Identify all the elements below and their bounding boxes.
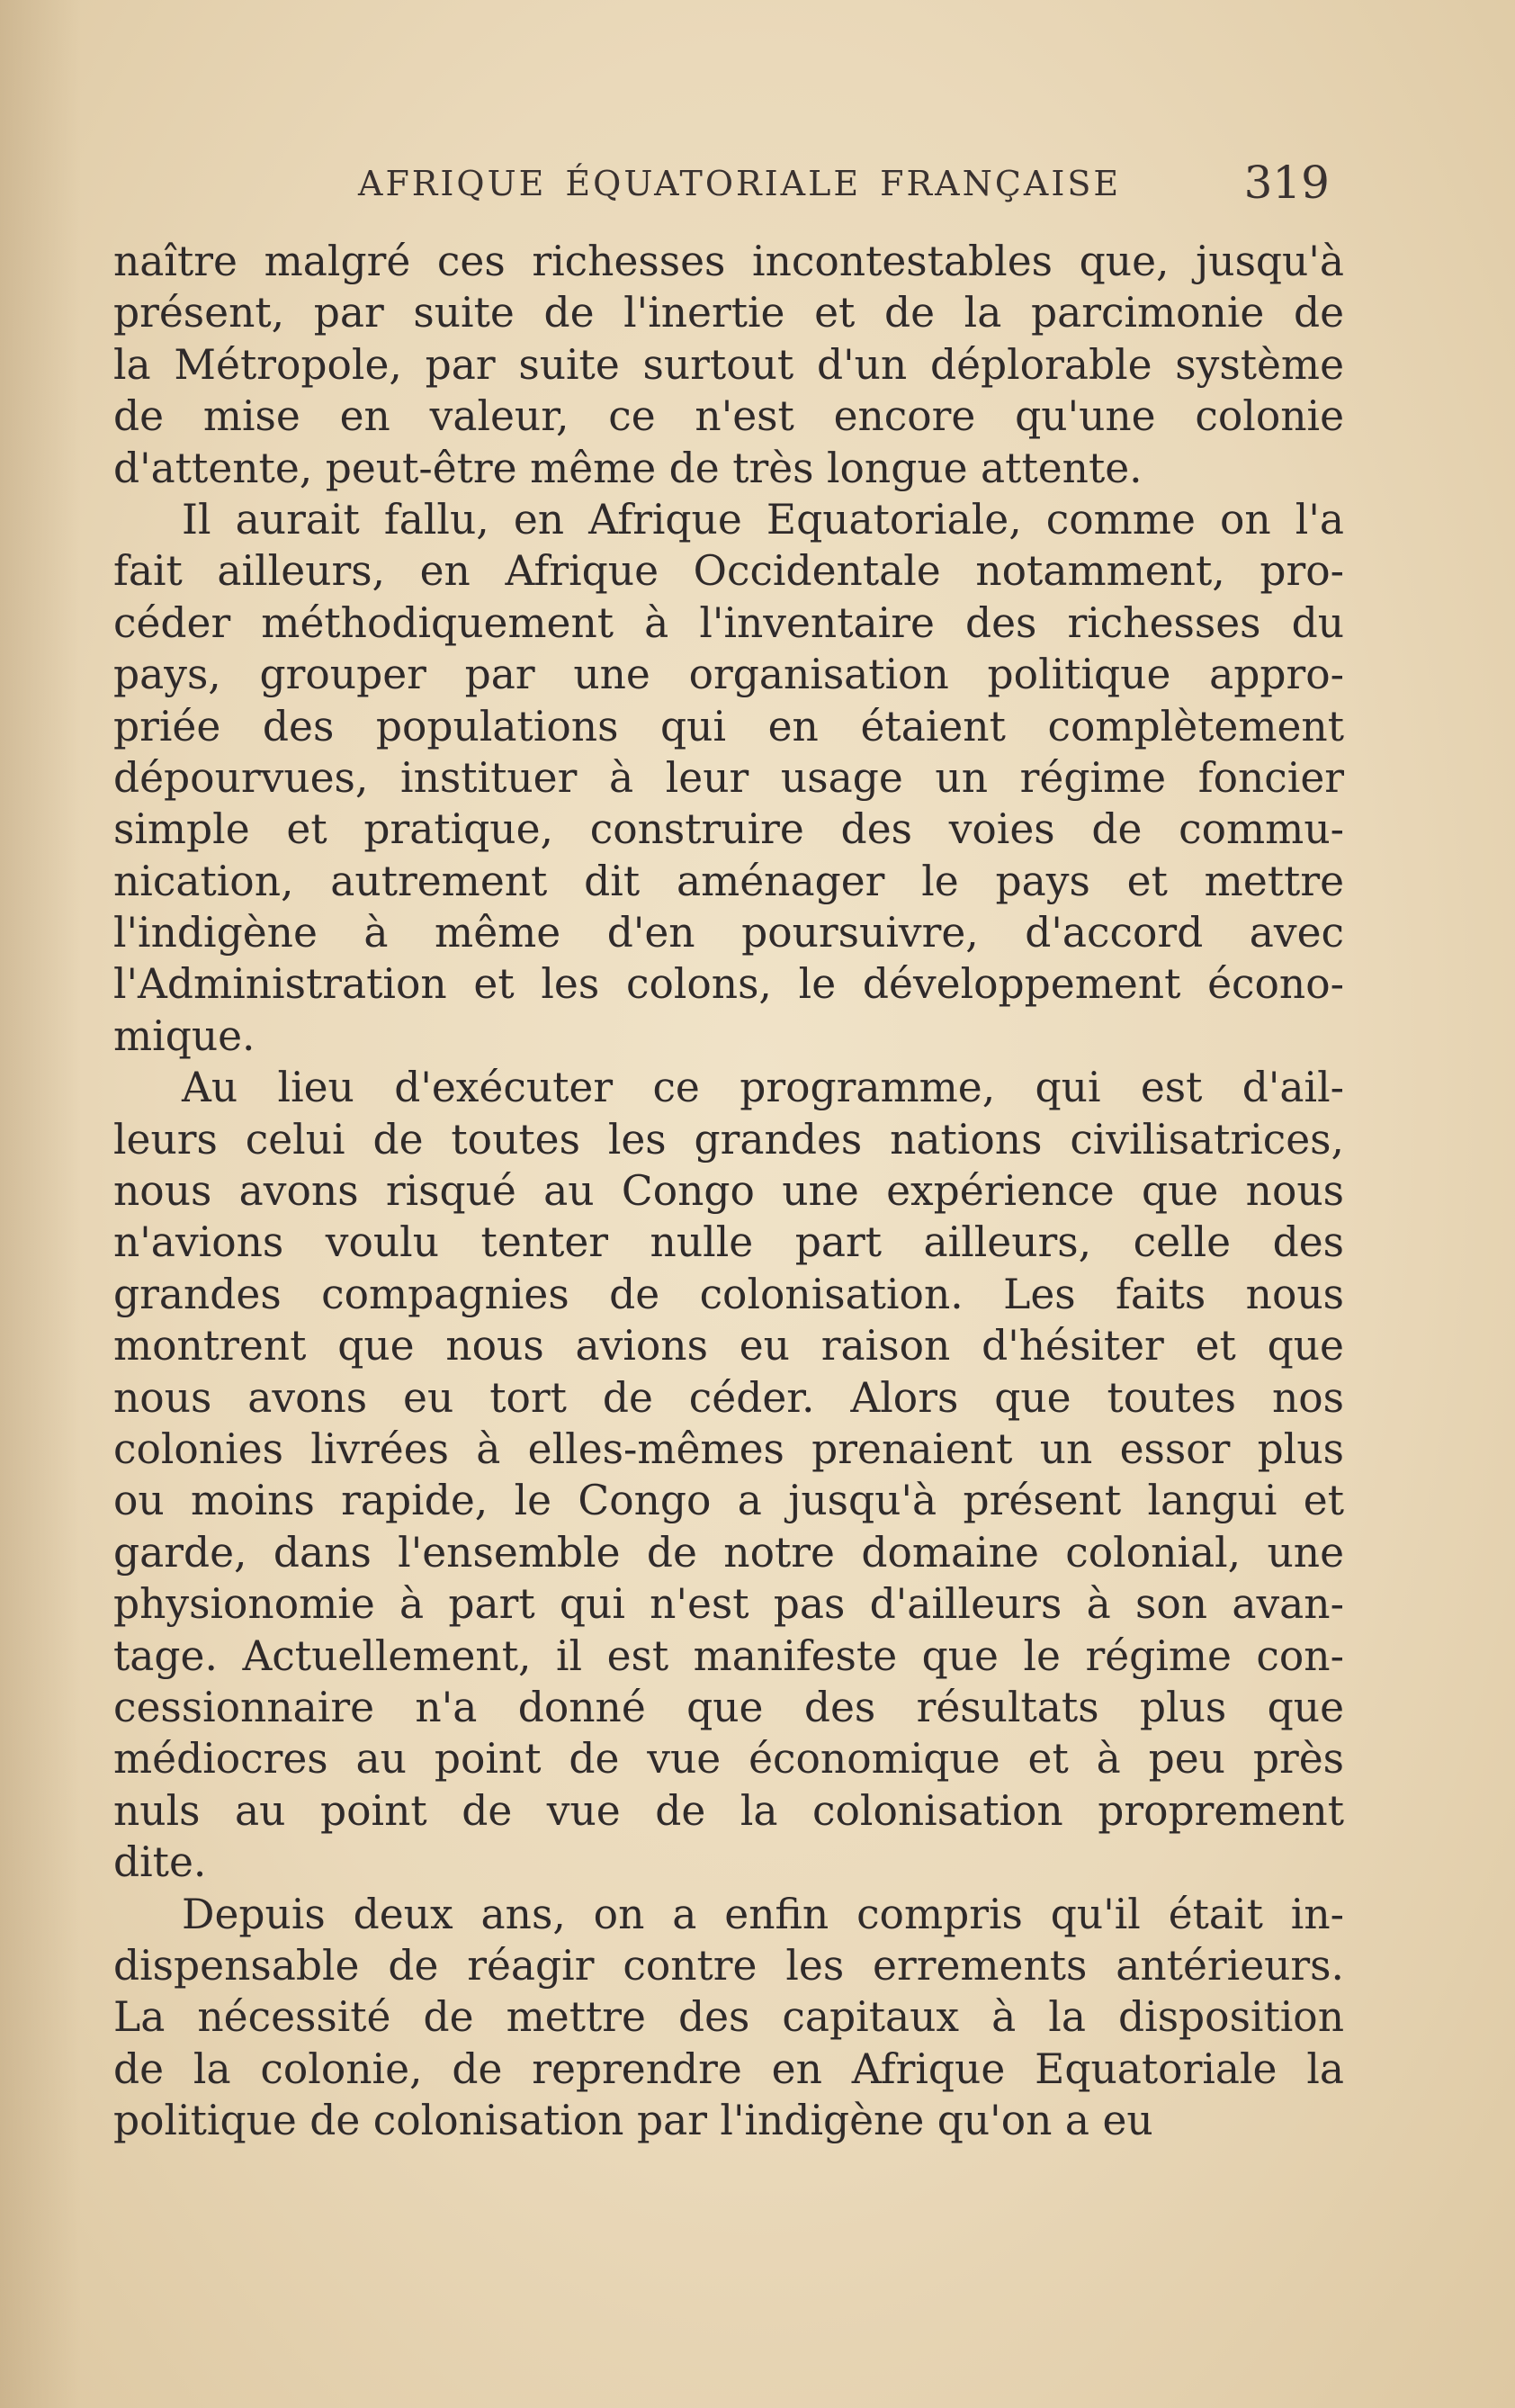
text-line: la Métropole, par suite surtout d'un déplorable système (113, 340, 1344, 389)
text-line: médiocres au point de vue économique et à peu près (113, 1735, 1344, 1784)
paragraph (113, 1889, 1344, 2147)
text-line: d'attente, peut-être même de très longue attente. (113, 444, 1143, 492)
text-line: politique de colonisation par l'indigène qu'on a eu (113, 2097, 1153, 2145)
text-line: nication, autrement dit aménager le pays et mettre (113, 857, 1344, 905)
text-line: nuls au point de vue de la colonisation proprement (113, 1786, 1344, 1835)
text-line: ou moins rapide, le Congo a jusqu'à présent langui et (113, 1477, 1344, 1525)
text-line: leurs celui de toutes les grandes nations civilisatrices, (113, 1115, 1344, 1164)
text-line: Au lieu d'exécuter ce programme, qui est d'ail- (182, 1064, 1344, 1112)
text-line: dite. (113, 1838, 207, 1887)
text-line: garde, dans l'ensemble de notre domaine colonial, une (113, 1528, 1344, 1577)
text-line: physionomie à part qui n'est pas d'ailleurs à son avan- (113, 1580, 1344, 1629)
paragraph (113, 236, 1344, 494)
text-line: l'Administration et les colons, le développement écono- (113, 960, 1344, 1009)
text-line: l'indigène à même d'en poursuivre, d'accord avec (113, 909, 1344, 957)
text-line: dépourvues, instituer à leur usage un régime foncier (113, 753, 1344, 802)
page-number: 319 (1243, 157, 1330, 209)
text-line: grandes compagnies de colonisation. Les faits nous (113, 1270, 1344, 1318)
text-line: mique. (113, 1011, 255, 1060)
text-line: La nécessité de mettre des capitaux à la disposition (113, 1993, 1344, 2042)
body-text (113, 236, 1344, 2146)
text-line: Il aurait fallu, en Afrique Equatoriale, comme on l'a (182, 495, 1344, 544)
text-line: cessionnaire n'a donné que des résultats plus que (113, 1683, 1344, 1731)
text-line: nous avons risqué au Congo une expérience que nous (113, 1167, 1344, 1216)
text-line: naître malgré ces richesses incontestables que, jusqu'à (113, 238, 1344, 285)
paragraph (113, 1062, 1344, 1888)
text-line: priée des populations qui en étaient complètement (113, 702, 1344, 750)
running-title: AFRIQUE ÉQUATORIALE FRANÇAISE (358, 164, 1122, 203)
page-header (115, 155, 1330, 218)
text-line: céder méthodiquement à l'inventaire des richesses du (113, 598, 1344, 647)
text-line: fait ailleurs, en Afrique Occidentale notamment, pro- (113, 547, 1344, 596)
text-line: montrent que nous avions eu raison d'hésiter et que (113, 1322, 1344, 1370)
text-line: de mise en valeur, ce n'est encore qu'une colonie (113, 392, 1344, 441)
text-line: Depuis deux ans, on a enfin compris qu'il était in- (182, 1890, 1344, 1938)
text-line: colonies livrées à elles-mêmes prenaient un essor plus (113, 1424, 1344, 1473)
text-line: n'avions voulu tenter nulle part ailleurs, celle des (113, 1218, 1344, 1267)
text-line: pays, grouper par une organisation politique appro- (113, 651, 1344, 699)
text-line: tage. Actuellement, il est manifeste que le régime con- (113, 1631, 1344, 1680)
text-line: de la colonie, de reprendre en Afrique Equatoriale la (113, 2044, 1344, 2093)
text-line: simple et pratique, construire des voies de commu- (113, 805, 1344, 854)
text-line: présent, par suite de l'inertie et de la parcimonie de (113, 289, 1344, 337)
text-line: dispensable de réagir contre les errements antérieurs. (113, 1941, 1344, 1990)
text-line: nous avons eu tort de céder. Alors que toutes nos (113, 1373, 1344, 1422)
paragraph (113, 494, 1344, 1062)
